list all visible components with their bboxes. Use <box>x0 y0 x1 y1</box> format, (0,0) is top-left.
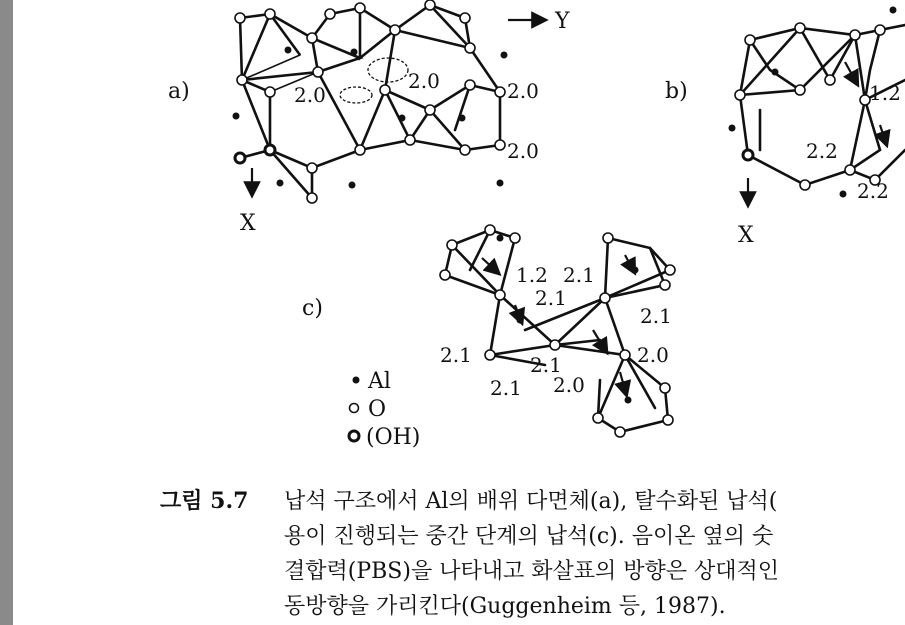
panel-b-label: b) <box>665 79 688 104</box>
bond-label-c1: 1.2 <box>516 263 548 287</box>
legend-al-marker <box>353 377 360 384</box>
caption-line-2: 용이 진행되는 중간 단계의 납석(c). 음이온 옆의 숫 <box>284 524 774 549</box>
bond-label-b2: 2.2 <box>806 139 838 163</box>
x-axis-label-b: X <box>738 223 754 248</box>
legend <box>349 377 360 442</box>
x-axis-label-a: X <box>240 211 256 236</box>
legend-al-label: Al <box>368 369 391 394</box>
bond-label-c7: 2.0 <box>637 343 669 367</box>
panel-c-structure <box>440 225 675 437</box>
panel-a-label: a) <box>168 79 190 104</box>
legend-o-label: O <box>368 397 387 422</box>
bond-label-b1: 1.2 <box>869 81 901 105</box>
figure-number: 그림 5.7 <box>160 488 249 514</box>
caption-line-3: 결합력(PBS)을 나타내고 화살표의 방향은 상대적인 <box>284 559 779 584</box>
legend-oh-marker <box>349 431 359 441</box>
caption-line-1: 납석 구조에서 Al의 배위 다면체(a), 탈수화된 납석( <box>284 489 778 514</box>
bond-label-c2: 2.1 <box>563 263 595 287</box>
bond-label-a2: 2.0 <box>408 69 440 93</box>
bond-label-c8: 2.1 <box>490 376 522 400</box>
caption-line-4: 동방향을 가리킨다(Guggenheim 등, 1987). <box>284 594 726 619</box>
bond-label-c9: 2.0 <box>553 373 585 397</box>
bond-label-b3: 2.2 <box>857 179 889 203</box>
panel-c-label: c) <box>302 296 323 321</box>
bond-label-c5: 2.1 <box>440 343 472 367</box>
figure-caption <box>160 484 905 624</box>
bond-label-c3: 2.1 <box>535 286 567 310</box>
panel-a-structure <box>233 0 541 203</box>
y-axis-label: Y <box>555 9 570 34</box>
legend-o-marker <box>350 404 359 413</box>
bond-label-a1: 2.0 <box>294 83 326 107</box>
legend-oh-label: (OH) <box>366 425 421 450</box>
bond-label-c4: 2.1 <box>640 304 672 328</box>
bond-label-c6: 2.1 <box>530 353 562 377</box>
bond-label-a3: 2.0 <box>507 79 539 103</box>
bond-label-a4: 2.0 <box>507 139 539 163</box>
